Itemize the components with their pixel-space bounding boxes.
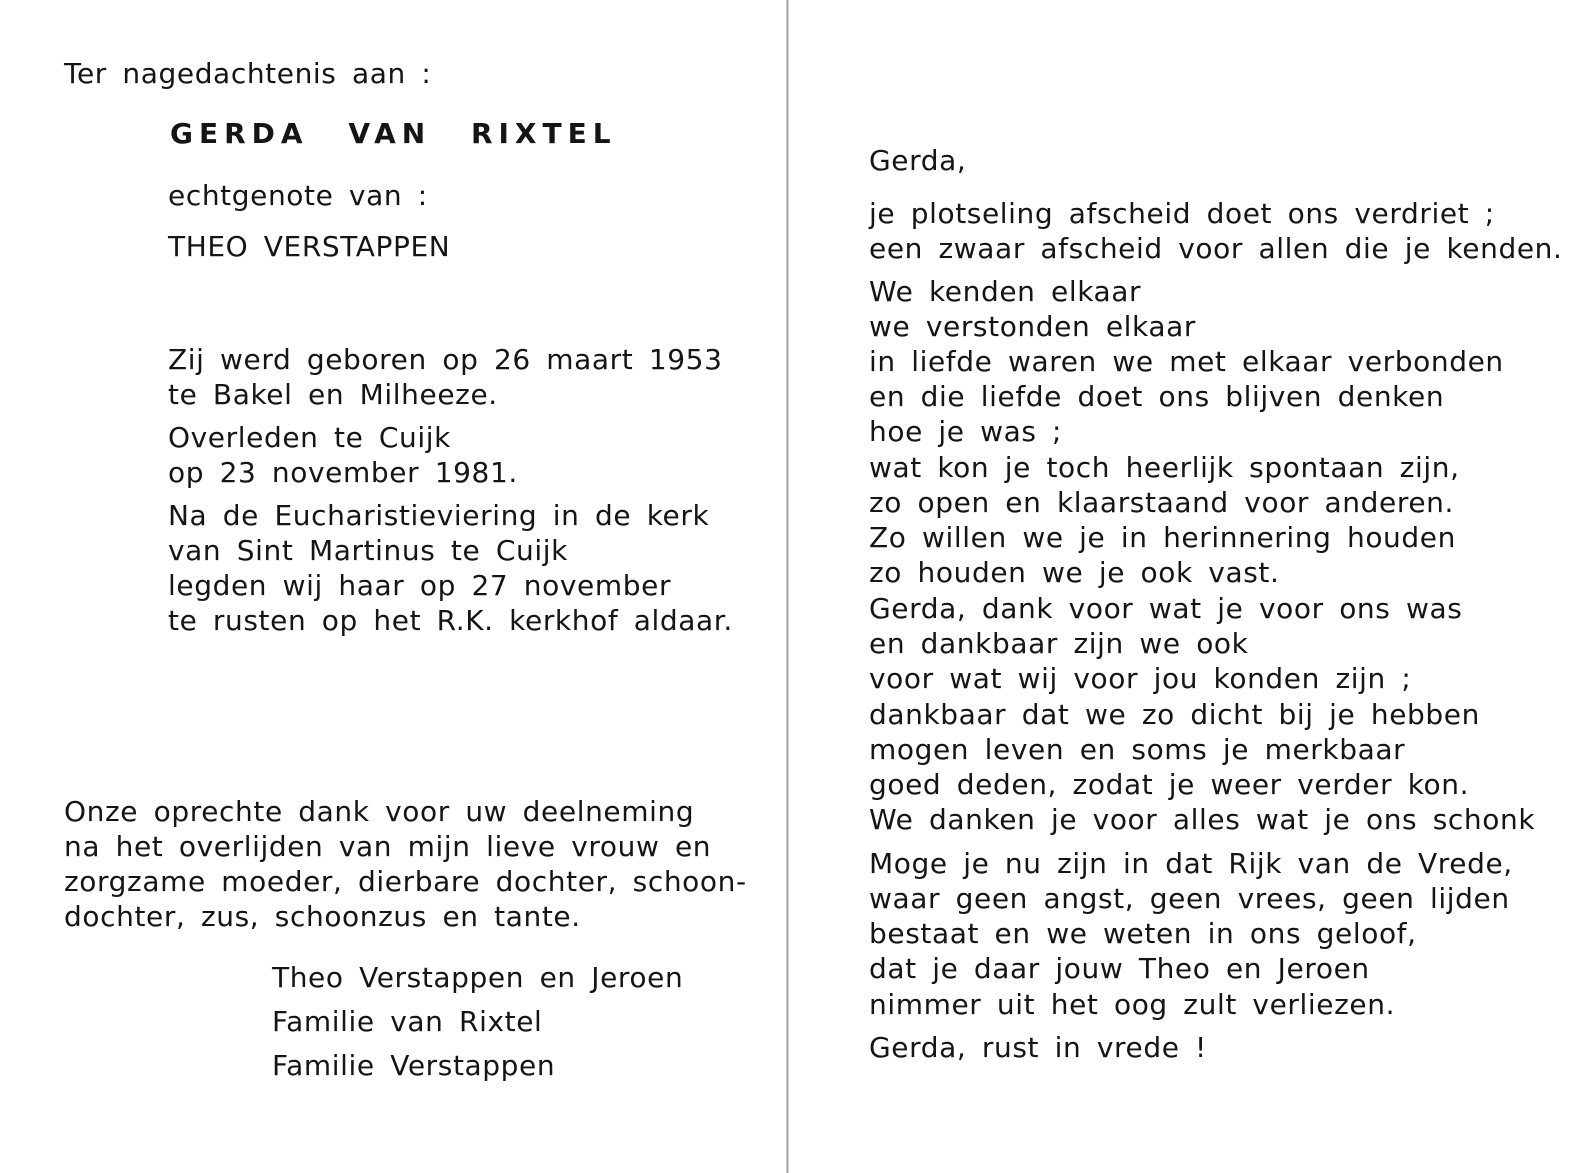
poem-line: zo open en klaarstaand voor anderen. [869, 486, 1455, 519]
signature-line: Theo Verstappen en Jeroen [272, 961, 684, 994]
burial-line: te rusten op het R.K. kerkhof aldaar. [168, 604, 733, 637]
birth-line: Zij werd geboren op 26 maart 1953 [168, 343, 723, 376]
poem-line: mogen leven en soms je merkbaar [869, 733, 1406, 766]
poem-line: je plotseling afscheid doet ons verdriet ; [869, 197, 1495, 230]
birth-place-line: te Bakel en Milheeze. [168, 378, 498, 411]
poem-line: Gerda, dank voor wat je voor ons was [869, 592, 1463, 625]
poem-line: We kenden elkaar [869, 275, 1142, 308]
card-fold-line [786, 0, 789, 1173]
poem-line: nimmer uit het oog zult verliezen. [869, 988, 1396, 1021]
poem-line: Gerda, [869, 144, 967, 177]
poem-line: in liefde waren we met elkaar verbonden [869, 345, 1504, 378]
thanks-line: dochter, zus, schoonzus en tante. [64, 900, 581, 933]
poem-line: wat kon je toch heerlijk spontaan zijn, [869, 451, 1460, 484]
poem-line: dankbaar dat we zo dicht bij je hebben [869, 698, 1480, 731]
poem-line: waar geen angst, geen vrees, geen lijden [869, 882, 1510, 915]
right-panel [790, 0, 1590, 1173]
signature-line: Familie Verstappen [272, 1049, 556, 1082]
poem-line: Gerda, rust in vrede ! [869, 1031, 1207, 1064]
poem-line: dat je daar jouw Theo en Jeroen [869, 952, 1370, 985]
spouse-name: THEO VERSTAPPEN [168, 230, 451, 263]
thanks-line: Onze oprechte dank voor uw deelneming [64, 795, 695, 828]
poem-line: bestaat en we weten in ons geloof, [869, 917, 1417, 950]
burial-line: Na de Eucharistieviering in de kerk [168, 499, 710, 532]
poem-line: we verstonden elkaar [869, 310, 1196, 343]
burial-line: van Sint Martinus te Cuijk [168, 534, 568, 567]
deceased-name: GERDA VAN RIXTEL [170, 117, 617, 150]
poem-line: hoe je was ; [869, 415, 1063, 448]
burial-line: legden wij haar op 27 november [168, 569, 672, 602]
death-date-line: op 23 november 1981. [168, 456, 518, 489]
poem-line: een zwaar afscheid voor allen die je kenden. [869, 232, 1563, 265]
poem-line: We danken je voor alles wat je ons schonk [869, 803, 1536, 836]
poem-line: goed deden, zodat je weer verder kon. [869, 768, 1470, 801]
poem-line: voor wat wij voor jou konden zijn ; [869, 662, 1412, 695]
death-line: Overleden te Cuijk [168, 421, 451, 454]
relation-text: echtgenote van : [168, 179, 428, 212]
poem-line: zo houden we je ook vast. [869, 556, 1280, 589]
intro-text: Ter nagedachtenis aan : [64, 57, 432, 90]
thanks-line: na het overlijden van mijn lieve vrouw en [64, 830, 712, 863]
poem-line: Moge je nu zijn in dat Rijk van de Vrede, [869, 847, 1513, 880]
left-panel [0, 0, 786, 1173]
thanks-line: zorgzame moeder, dierbare dochter, schoon- [64, 865, 747, 898]
poem-line: en dankbaar zijn we ook [869, 627, 1249, 660]
signature-line: Familie van Rixtel [272, 1005, 543, 1038]
poem-line: Zo willen we je in herinnering houden [869, 521, 1456, 554]
poem-line: en die liefde doet ons blijven denken [869, 380, 1445, 413]
